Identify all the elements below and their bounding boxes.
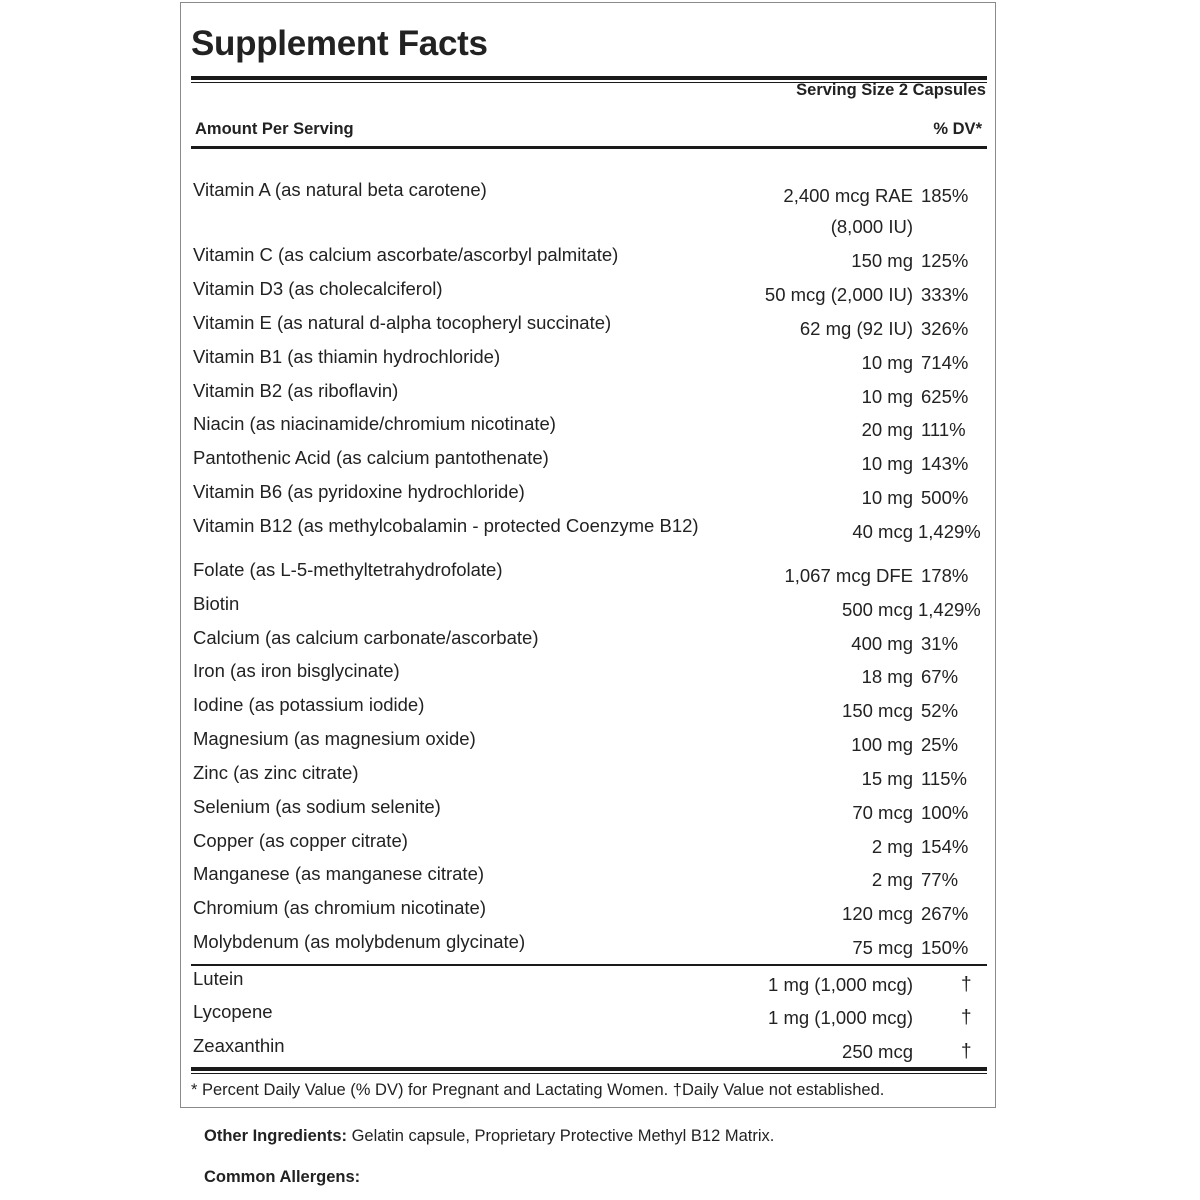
bottom-rule-thin bbox=[191, 1073, 987, 1074]
nutrient-name: Folate (as L-5-methyltetrahydrofolate) bbox=[193, 559, 503, 580]
other-ingredients bbox=[204, 1127, 774, 1146]
nutrient-name: Vitamin B1 (as thiamin hydrochloride) bbox=[193, 346, 501, 367]
serving-size: Serving Size 2 Capsules bbox=[796, 81, 986, 99]
nutrient-amount: 250 mcg bbox=[842, 1041, 913, 1062]
nutrient-dv: 52% bbox=[921, 700, 959, 721]
nutrient-amount: 10 mg bbox=[861, 386, 913, 407]
nutrient-dv: 125% bbox=[921, 250, 969, 271]
footnote: * Percent Daily Value (% DV) for Pregnant and Lactating Women. †Daily Value not established. bbox=[191, 1081, 885, 1099]
nutrient-dv: 25% bbox=[921, 734, 959, 755]
nutrient-dv: 178% bbox=[921, 565, 969, 586]
nutrient-dv: 100% bbox=[921, 802, 969, 823]
nutrient-amount: 120 mcg bbox=[842, 903, 913, 924]
nutrient-amount: 10 mg bbox=[861, 487, 913, 508]
other-nutrients-rule bbox=[191, 964, 987, 966]
nutrient-amount: 1 mg (1,000 mcg) bbox=[768, 974, 913, 995]
nutrient-name: Iodine (as potassium iodide) bbox=[193, 694, 425, 715]
nutrient-amount: 50 mcg (2,000 IU) bbox=[764, 284, 913, 305]
nutrient-name: Iron (as iron bisglycinate) bbox=[193, 660, 400, 681]
other-ingredients-label: Other Ingredients: bbox=[204, 1127, 348, 1145]
nutrient-dv: 150% bbox=[921, 937, 969, 958]
nutrient-amount: 150 mg bbox=[851, 250, 913, 271]
nutrient-name: Vitamin D3 (as cholecalciferol) bbox=[193, 278, 443, 299]
page-title: Supplement Facts bbox=[191, 24, 488, 63]
nutrient-name: Chromium (as chromium nicotinate) bbox=[193, 897, 487, 918]
nutrient-name: Zeaxanthin bbox=[193, 1035, 285, 1056]
nutrient-dv: 77% bbox=[921, 869, 959, 890]
nutrient-amount: 400 mg bbox=[851, 633, 913, 654]
nutrient-name: Selenium (as sodium selenite) bbox=[193, 796, 441, 817]
nutrient-dv: 115% bbox=[921, 768, 967, 789]
nutrient-amount: 40 mcg bbox=[852, 521, 913, 542]
nutrient-dv: 500% bbox=[921, 487, 969, 508]
nutrient-dv: 143% bbox=[921, 453, 969, 474]
bottom-rule bbox=[191, 1067, 987, 1071]
amount-per-serving-header: Amount Per Serving bbox=[195, 120, 354, 138]
nutrient-dv: 111% bbox=[921, 419, 966, 440]
nutrient-amount: 10 mg bbox=[861, 352, 913, 373]
nutrient-dv: 185% bbox=[921, 185, 969, 206]
nutrient-amount: 70 mcg bbox=[852, 802, 913, 823]
nutrient-dv: 625% bbox=[921, 386, 969, 407]
nutrient-amount: 15 mg bbox=[861, 768, 913, 789]
nutrient-amount: 75 mcg bbox=[852, 937, 913, 958]
nutrient-name: Calcium (as calcium carbonate/ascorbate) bbox=[193, 627, 539, 648]
nutrient-amount: 2,400 mcg RAE bbox=[783, 185, 913, 206]
nutrient-amount: 2 mg bbox=[871, 869, 913, 890]
nutrient-dv: † bbox=[961, 974, 972, 995]
nutrient-name: Vitamin B2 (as riboflavin) bbox=[193, 380, 399, 401]
nutrient-amount: 18 mg bbox=[861, 666, 913, 687]
nutrient-dv: 333% bbox=[921, 284, 969, 305]
nutrient-name: Pantothenic Acid (as calcium pantothenate) bbox=[193, 447, 549, 468]
nutrient-dv: 154% bbox=[921, 836, 969, 857]
nutrient-name: Vitamin B12 (as methylcobalamin - protected Coenzyme B12) bbox=[193, 515, 699, 536]
nutrient-dv: 67% bbox=[921, 666, 959, 687]
nutrient-name: Biotin bbox=[193, 593, 240, 614]
common-allergens-label: Common Allergens: bbox=[204, 1168, 361, 1186]
nutrient-name: Molybdenum (as molybdenum glycinate) bbox=[193, 931, 526, 952]
nutrient-name: Copper (as copper citrate) bbox=[193, 830, 408, 851]
nutrient-dv: † bbox=[961, 1007, 972, 1028]
nutrient-name: Vitamin A (as natural beta carotene) bbox=[193, 179, 487, 200]
nutrient-name: Lutein bbox=[193, 968, 244, 989]
nutrient-name: Lycopene bbox=[193, 1001, 273, 1022]
nutrient-dv: 326% bbox=[921, 318, 969, 339]
nutrient-name: Manganese (as manganese citrate) bbox=[193, 863, 485, 884]
dv-header: % DV* bbox=[933, 120, 982, 138]
nutrient-name: Vitamin C (as calcium ascorbate/ascorbyl palmitate) bbox=[193, 244, 619, 265]
nutrient-dv: 31% bbox=[921, 633, 959, 654]
nutrient-name: Vitamin B6 (as pyridoxine hydrochloride) bbox=[193, 481, 525, 502]
nutrient-amount: 100 mg bbox=[851, 734, 913, 755]
nutrient-name: Vitamin E (as natural d-alpha tocopheryl succinate) bbox=[193, 312, 612, 333]
nutrient-amount: 1 mg (1,000 mcg) bbox=[768, 1007, 913, 1028]
nutrient-amount: 2 mg bbox=[871, 836, 913, 857]
nutrient-dv: 1,429% bbox=[918, 521, 981, 542]
nutrient-amount: 1,067 mcg DFE bbox=[784, 565, 913, 586]
nutrient-amount: 500 mcg bbox=[842, 599, 913, 620]
nutrient-dv: † bbox=[961, 1041, 972, 1062]
nutrient-name: Niacin (as niacinamide/chromium nicotinate) bbox=[193, 413, 556, 434]
nutrient-dv: 714% bbox=[921, 352, 969, 373]
nutrient-amount: 62 mg (92 IU) bbox=[799, 318, 913, 339]
nutrient-amount: 150 mcg bbox=[842, 700, 913, 721]
nutrient-dv: 1,429% bbox=[918, 599, 981, 620]
nutrient-amount: 20 mg bbox=[861, 419, 913, 440]
nutrient-name: Magnesium (as magnesium oxide) bbox=[193, 728, 476, 749]
nutrient-amount: 10 mg bbox=[861, 453, 913, 474]
other-ingredients-text: Gelatin capsule, Proprietary Protective Methyl B12 Matrix. bbox=[347, 1127, 775, 1145]
nutrient-dv: 267% bbox=[921, 903, 969, 924]
nutrient-name: Zinc (as zinc citrate) bbox=[193, 762, 359, 783]
nutrient-amount-secondary: (8,000 IU) bbox=[830, 216, 913, 237]
